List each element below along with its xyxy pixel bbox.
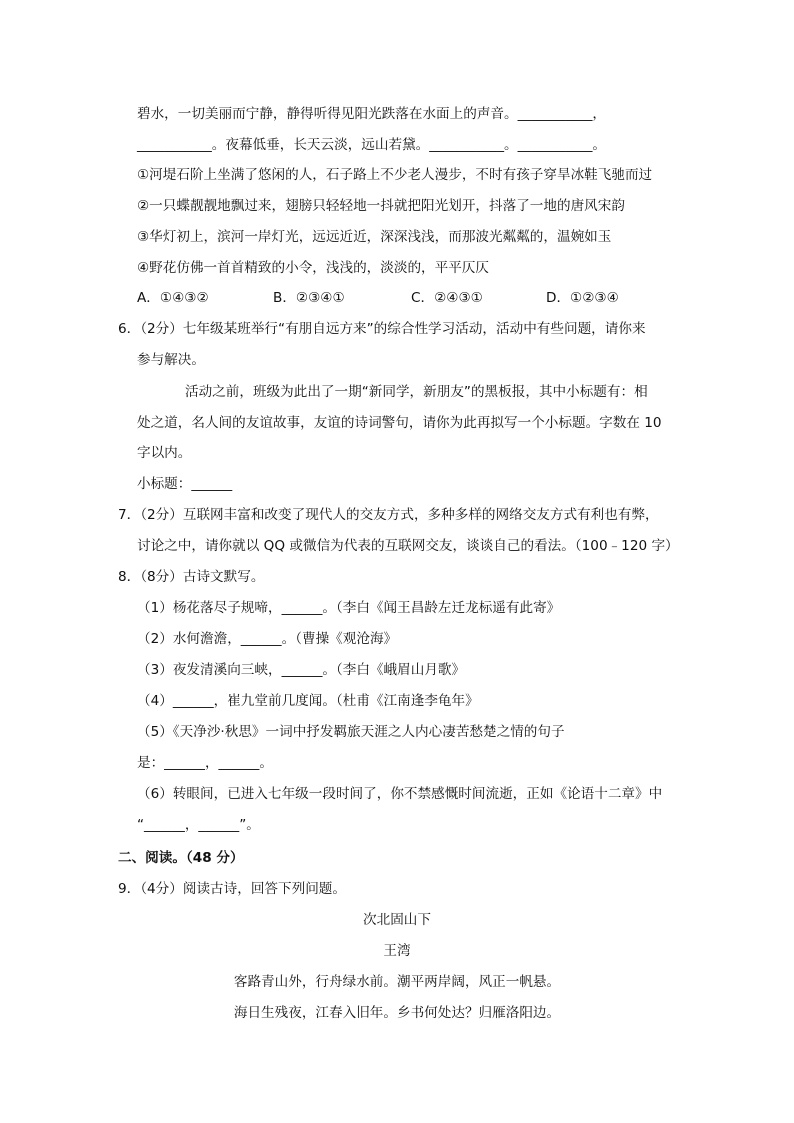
q6-line1: 6．（2分）七年级某班举行“有朋自远方来”的综合性学习活动，活动中有些问题，请你来	[118, 321, 646, 337]
q7-line2: 讨论之中，请你就以 QQ 或微信为代表的互联网交友，谈谈自己的看法。（100﹣120 字）	[137, 538, 679, 554]
q6-subtitle-blank: 小标题：______	[137, 476, 233, 492]
q7-line1: 7．（2分）互联网丰富和改变了现代人的交友方式，多种多样的网络交友方式有利也有弊，	[118, 507, 659, 523]
q5-choice-b: B．②③④①	[273, 290, 345, 306]
q9-line1: 9．（4分）阅读古诗，回答下列问题。	[118, 881, 346, 897]
q5-choice-a: A．①④③②	[137, 290, 209, 306]
section-reading-heading: 二、阅读。（48 分）	[118, 850, 244, 866]
q5-choice-c: C．②④③①	[411, 290, 483, 306]
q8-item4: （4）______，崔九堂前几度闻。（杜甫《江南逢李龟年》	[137, 693, 479, 709]
q8-item5-line2: 是：______，______。	[137, 755, 273, 771]
q6-line5: 字以内。	[137, 445, 192, 461]
q5-passage-line2: ___________。夜幕低垂，长天云淡，远山若黛。___________。___________。	[137, 137, 606, 153]
q5-option-4: ④野花仿佛一首首精致的小令，浅浅的，淡淡的，平平仄仄	[137, 260, 490, 276]
q5-choice-d: D．①②③④	[546, 290, 619, 306]
q5-option-3: ③华灯初上，滨河一岸灯光，远远近近，深深浅浅，而那波光粼粼的，温婉如玉	[137, 229, 612, 245]
poem-author: 王湾	[383, 943, 411, 959]
q5-option-1: ①河堤石阶上坐满了悠闲的人，石子路上不少老人漫步，不时有孩子穿旱冰鞋飞驰而过	[137, 167, 653, 183]
q8-title: 8．（8分）古诗文默写。	[118, 569, 265, 585]
poem-line1: 客路青山外，行舟绿水前。潮平两岸阔，风正一帆悬。	[233, 974, 561, 990]
q8-item1: （1）杨花落尽子规啼，______。（李白《闻王昌龄左迁龙标遥有此寄》	[137, 600, 561, 616]
poem-line2: 海日生残夜，江春入旧年。乡书何处达？归雁洛阳边。	[233, 1005, 561, 1021]
q5-passage-line1: 碧水，一切美丽而宁静，静得听得见阳光跌落在水面上的声音。___________，	[137, 106, 606, 122]
q8-item2: （2）水何澹澹，______。（曹操《观沧海》	[137, 631, 398, 647]
q8-item5-line1: （5）《天净沙·秋思》一词中抒发羁旅天涯之人内心凄苦愁楚之情的句子	[137, 724, 565, 740]
q5-option-2: ②一只蝶靓靓地飘过来，翅膀只轻轻地一抖就把阳光划开，抖落了一地的唐风宋韵	[137, 198, 625, 214]
q6-line4: 处之道，名人间的友谊故事，友谊的诗词警句，请你为此再拟写一个小标题。字数在 10	[137, 415, 662, 431]
q8-item6-line1: （6）转眼间，已进入七年级一段时间了，你不禁感慨时间流逝，正如《论语十二章》中	[137, 786, 663, 802]
q6-line3: 活动之前，班级为此出了一期“新同学，新朋友”的黑板报，其中小标题有：相	[185, 384, 648, 400]
q6-line2: 参与解决。	[137, 352, 205, 368]
q8-item6-line2: “______，______”。	[137, 817, 260, 833]
q8-item3: （3）夜发清溪向三峡，______。（李白《峨眉山月歌》	[137, 662, 466, 678]
poem-title: 次北固山下	[363, 912, 431, 928]
